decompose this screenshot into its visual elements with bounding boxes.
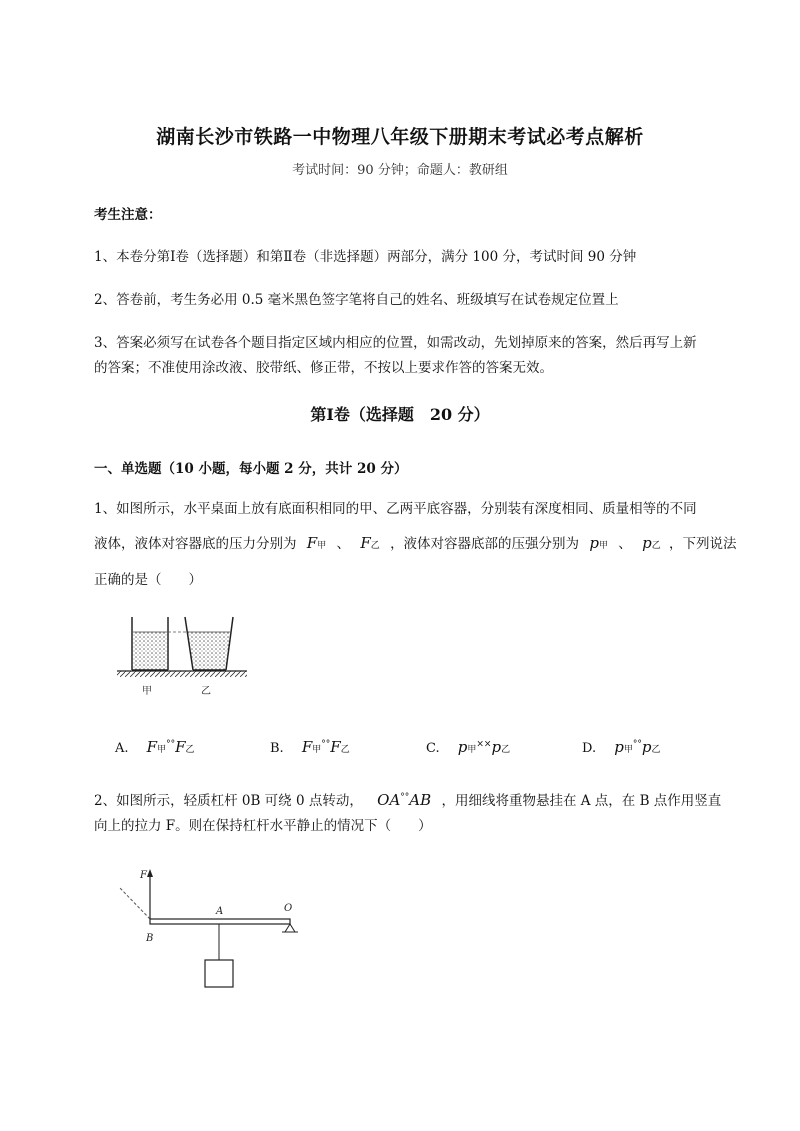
page-title: 湖南长沙市铁路一中物理八年级下册期末考试必考点解析 [156, 126, 644, 148]
q2-line-2: 向上的拉力 F。则在保持杠杆水平静止的情况下（ ） [94, 818, 432, 834]
lever-bar [150, 919, 290, 924]
q1-var-F-jia: F甲 [306, 534, 327, 552]
q1-sep-2: 、 [618, 536, 632, 552]
q2-relation: °° [400, 792, 410, 803]
label-A: A [216, 906, 224, 917]
q1-option-d[interactable]: D. p甲°°p乙 [582, 738, 661, 756]
label-B: B [146, 933, 154, 944]
notice-heading: 考生注意： [94, 207, 162, 223]
q2-text-b: ，用细线将重物悬挂在 A 点，在 B 点作用竖直 [441, 793, 722, 809]
container-jia [132, 617, 168, 670]
q1-option-c[interactable]: C. p甲××p乙 [426, 738, 511, 756]
notice-item-1: 1、本卷分第Ⅰ卷（选择题）和第Ⅱ卷（非选择题）两部分，满分 100 分，考试时间 90 分钟 [94, 249, 637, 265]
exam-info: 考试时间：90 分钟；命题人：教研组 [292, 163, 508, 178]
q1-var-p-jia: p甲 [589, 534, 608, 552]
q1-text-e: ，下列说法 [669, 536, 737, 552]
fig-label-yi: 乙 [201, 686, 211, 697]
notice-item-3-line-2: 的答案；不准使用涂改液、胶带纸、修正带，不按以上要求作答的答案无效。 [94, 360, 553, 376]
section-subheading: 一、单选题（10 小题，每小题 2 分，共计 20 分） [94, 461, 408, 477]
force-arrowhead [147, 869, 153, 877]
section-title: 第Ⅰ卷（选择题 20 分） [310, 405, 490, 424]
label-O: O [284, 903, 293, 914]
pivot-triangle [285, 924, 295, 932]
fig-label-jia: 甲 [142, 686, 152, 697]
q1-line-2 [94, 532, 737, 552]
table-surface [117, 671, 247, 677]
q1-text-a: 液体，液体对容器底的压力分别为 [94, 536, 297, 552]
q1-option-a[interactable]: A. F甲°°F乙 [115, 738, 195, 756]
q2-math-AB: AB [409, 791, 432, 809]
q1-line-1: 1、如图所示，水平桌面上放有底面积相同的甲、乙两平底容器，分别装有深度相同、质量相等的不同 [94, 501, 697, 517]
q1-containers-figure [115, 612, 250, 700]
dashed-direction-line [120, 888, 150, 919]
q1-sep-1: 、 [336, 536, 351, 552]
q1-option-b[interactable]: B. F甲°°F乙 [270, 738, 350, 756]
notice-item-3-line-1: 3、答案必须写在试卷各个题目指定区域内相应的位置，如需改动，先划掉原来的答案，然后再写上新 [94, 335, 697, 351]
hanging-weight [205, 960, 233, 987]
q1-var-p-yi: p乙 [642, 534, 661, 552]
q2-math-OA: OA [377, 791, 401, 809]
label-F: F [140, 870, 147, 881]
q2-line-1 [94, 789, 721, 809]
q1-var-F-yi: F乙 [360, 534, 380, 552]
q2-lever-figure [112, 864, 312, 994]
q2-text-a: 2、如图所示，轻质杠杆 0B 可绕 0 点转动， [94, 793, 363, 809]
q1-text-c: ，液体对容器底部的压强分别为 [390, 536, 580, 552]
q1-line-3: 正确的是（ ） [94, 572, 202, 588]
container-yi [185, 617, 233, 670]
notice-item-2: 2、答卷前，考生务必用 0.5 毫米黑色签字笔将自己的姓名、班级填写在试卷规定位置上 [94, 292, 619, 308]
